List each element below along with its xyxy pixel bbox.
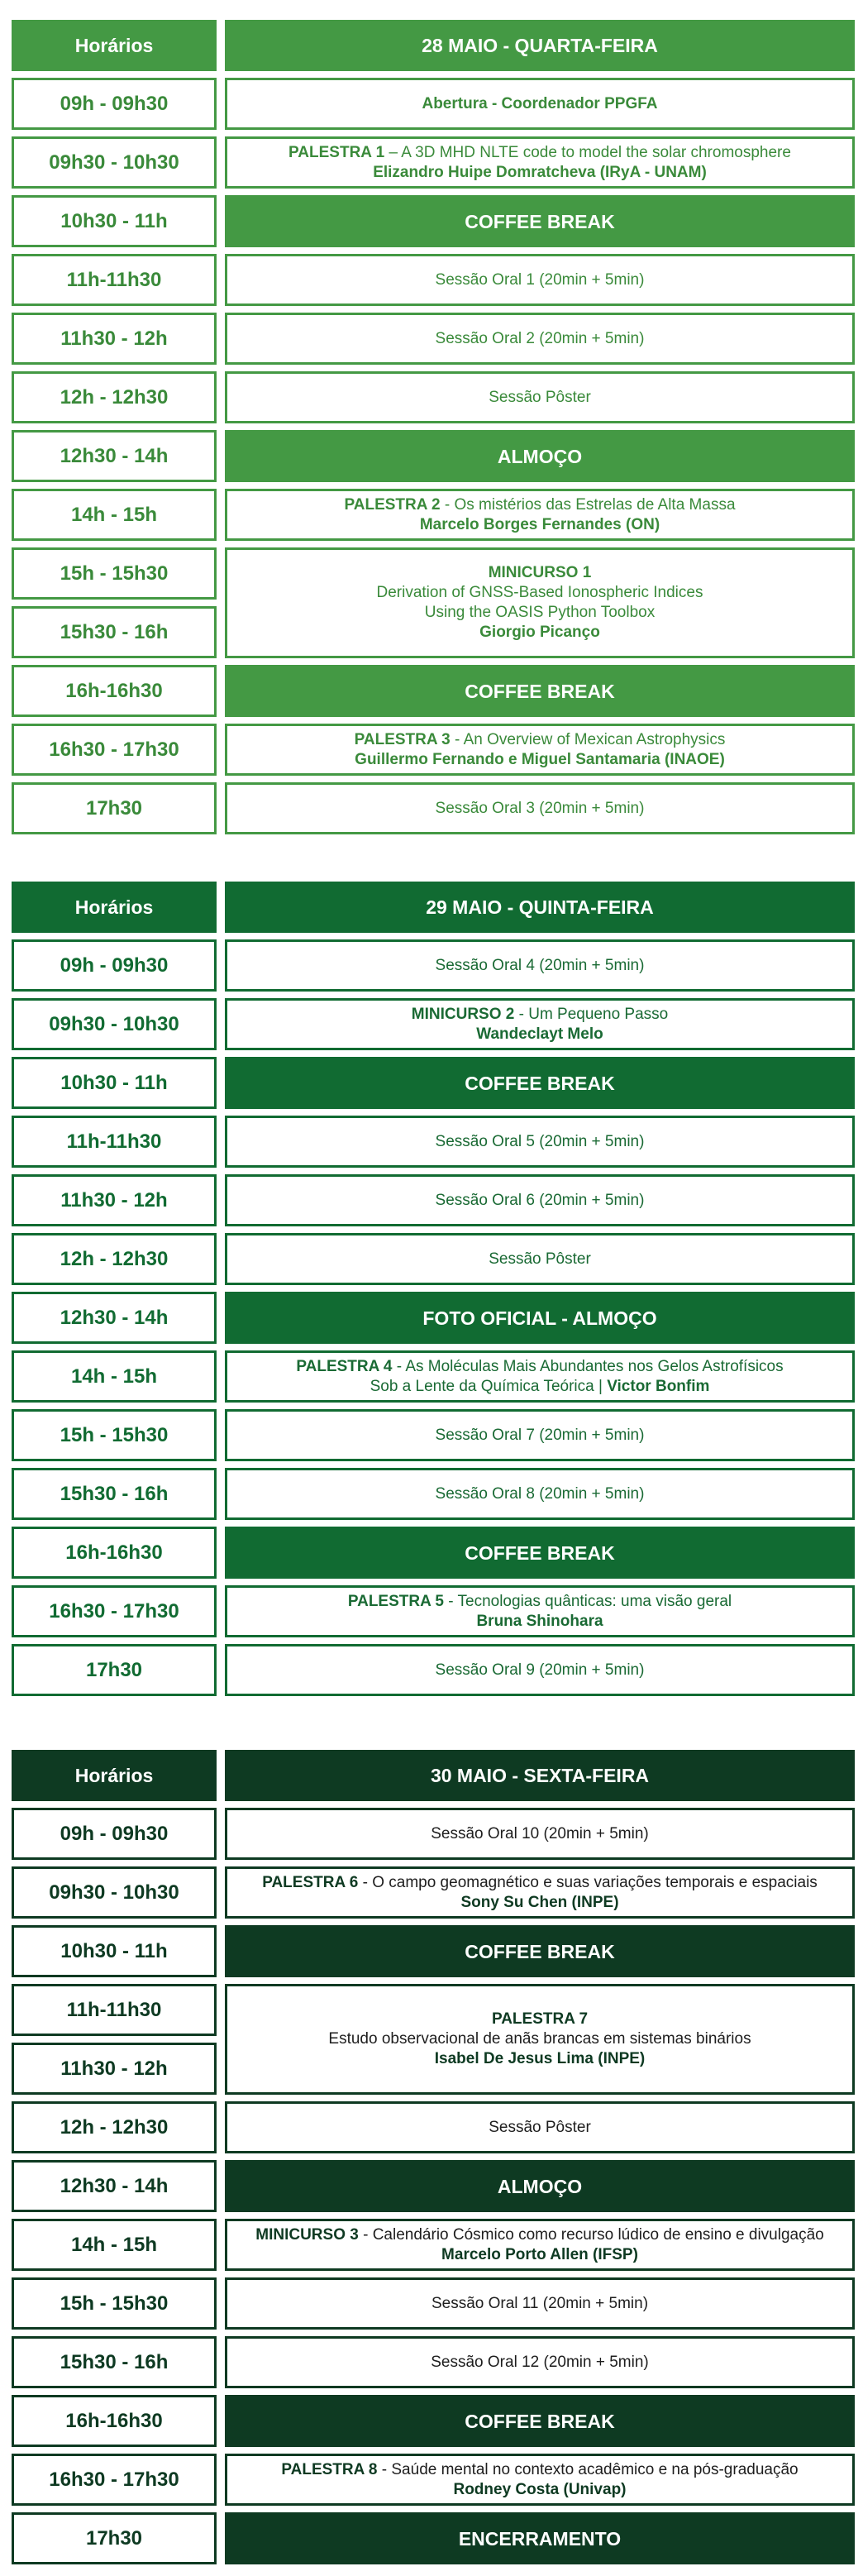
time-slot: 09h - 09h30 bbox=[12, 78, 217, 130]
event-lead: PALESTRA 8 bbox=[281, 2460, 378, 2478]
time-slot: 15h30 - 16h bbox=[12, 1468, 217, 1520]
event-text: Sessão Pôster bbox=[489, 2118, 591, 2136]
lunch-break: ALMOÇO bbox=[225, 2160, 855, 2212]
event-cell bbox=[225, 2219, 855, 2271]
header-times: Horários bbox=[12, 20, 217, 71]
event-lead: MINICURSO 3 bbox=[255, 2225, 359, 2244]
coffee-break: COFFEE BREAK bbox=[225, 665, 855, 717]
event-text: - Saúde mental no contexto acadêmico e na pós-graduação bbox=[377, 2460, 799, 2478]
event-text: Sob a Lente da Química Teórica | bbox=[370, 1377, 608, 1395]
time-slot: 09h - 09h30 bbox=[12, 1808, 217, 1860]
time-slot: 10h30 - 11h bbox=[12, 195, 217, 247]
time-slot: 16h30 - 17h30 bbox=[12, 2454, 217, 2506]
event-cell bbox=[225, 782, 855, 834]
event-lead: PALESTRA 1 bbox=[288, 143, 385, 161]
event-title: Abertura - Coordenador PPGFA bbox=[422, 94, 658, 112]
coffee-break: COFFEE BREAK bbox=[225, 1925, 855, 1977]
event-cell bbox=[225, 2101, 855, 2153]
event-cell bbox=[225, 1350, 855, 1403]
event-cell bbox=[225, 1644, 855, 1696]
event-cell bbox=[225, 1585, 855, 1637]
event-cell bbox=[225, 78, 855, 130]
event-cell bbox=[225, 1233, 855, 1285]
event-text: Sessão Pôster bbox=[489, 388, 591, 406]
event-text: Using the OASIS Python Toolbox bbox=[424, 604, 656, 621]
event-speaker: Rodney Costa (Univap) bbox=[453, 2480, 627, 2498]
event-text: - Os mistérios das Estrelas de Alta Massa bbox=[440, 495, 736, 514]
event-speaker: Victor Bonfim bbox=[607, 1377, 710, 1395]
event-text: - Calendário Cósmico como recurso lúdico de ensino e divulgação bbox=[358, 2225, 824, 2244]
event-lead: PALESTRA 5 bbox=[347, 1592, 444, 1610]
event-cell bbox=[225, 1116, 855, 1168]
event-lead: PALESTRA 4 bbox=[296, 1357, 393, 1375]
event-text: Sessão Oral 10 (20min + 5min) bbox=[431, 1824, 649, 1842]
event-cell bbox=[225, 1174, 855, 1226]
time-slot: 09h30 - 10h30 bbox=[12, 998, 217, 1050]
time-slot: 17h30 bbox=[12, 782, 217, 834]
event-lead: PALESTRA 6 bbox=[262, 1873, 359, 1891]
event-cell bbox=[225, 1984, 855, 2095]
event-text: - An Overview of Mexican Astrophysics bbox=[450, 730, 726, 748]
time-slot: 16h-16h30 bbox=[12, 665, 217, 717]
time-slot: 11h-11h30 bbox=[12, 1984, 217, 2036]
event-cell bbox=[225, 1468, 855, 1520]
event-lead: PALESTRA 7 bbox=[491, 2010, 589, 2028]
coffee-break: COFFEE BREAK bbox=[225, 2395, 855, 2447]
header-day: 29 MAIO - QUINTA-FEIRA bbox=[225, 882, 855, 933]
event-speaker: Elizandro Huipe Domratcheva (IRyA - UNAM) bbox=[373, 163, 707, 181]
time-slot: 15h - 15h30 bbox=[12, 547, 217, 600]
event-speaker: Guillermo Fernando e Miguel Santamaria (INAOE) bbox=[355, 750, 725, 768]
time-slot: 16h30 - 17h30 bbox=[12, 724, 217, 776]
event-cell bbox=[225, 1808, 855, 1860]
event-speaker: Isabel De Jesus Lima (INPE) bbox=[434, 2050, 646, 2067]
coffee-break: COFFEE BREAK bbox=[225, 195, 855, 247]
lunch-break: ALMOÇO bbox=[225, 430, 855, 482]
event-text: Sessão Oral 3 (20min + 5min) bbox=[435, 799, 645, 817]
time-slot: 10h30 - 11h bbox=[12, 1925, 217, 1977]
time-slot: 12h - 12h30 bbox=[12, 2101, 217, 2153]
event-cell bbox=[225, 724, 855, 776]
event-text: - O campo geomagnético e suas variações temporais e espaciais bbox=[358, 1873, 818, 1891]
event-cell bbox=[225, 2277, 855, 2330]
event-speaker: Sony Su Chen (INPE) bbox=[460, 1893, 619, 1911]
time-slot: 15h30 - 16h bbox=[12, 2336, 217, 2388]
event-text: Sessão Oral 6 (20min + 5min) bbox=[435, 1191, 645, 1209]
event-cell bbox=[225, 547, 855, 658]
event-text: Sessão Oral 4 (20min + 5min) bbox=[435, 956, 645, 974]
time-slot: 09h - 09h30 bbox=[12, 939, 217, 992]
time-slot: 16h-16h30 bbox=[12, 1527, 217, 1579]
time-slot: 09h30 - 10h30 bbox=[12, 1866, 217, 1919]
time-slot: 12h30 - 14h bbox=[12, 1292, 217, 1344]
time-slot: 11h-11h30 bbox=[12, 254, 217, 306]
time-slot: 12h - 12h30 bbox=[12, 371, 217, 423]
time-slot: 12h30 - 14h bbox=[12, 2160, 217, 2212]
time-slot: 15h - 15h30 bbox=[12, 2277, 217, 2330]
time-slot: 14h - 15h bbox=[12, 489, 217, 541]
event-cell bbox=[225, 489, 855, 541]
event-text: Sessão Oral 2 (20min + 5min) bbox=[435, 329, 645, 347]
event-cell bbox=[225, 2336, 855, 2388]
event-cell bbox=[225, 998, 855, 1050]
event-text: - As Moléculas Mais Abundantes nos Gelos Astrofísicos bbox=[392, 1357, 784, 1375]
time-slot: 11h-11h30 bbox=[12, 1116, 217, 1168]
time-slot: 11h30 - 12h bbox=[12, 2043, 217, 2095]
event-speaker: Marcelo Borges Fernandes (ON) bbox=[419, 515, 660, 533]
header-times: Horários bbox=[12, 882, 217, 933]
closing-session: ENCERRAMENTO bbox=[225, 2512, 855, 2564]
time-slot: 15h30 - 16h bbox=[12, 606, 217, 658]
event-text: Sessão Oral 5 (20min + 5min) bbox=[435, 1132, 645, 1150]
time-slot: 12h - 12h30 bbox=[12, 1233, 217, 1285]
schedule-day-3 bbox=[12, 1750, 855, 2567]
event-text: - Um Pequeno Passo bbox=[514, 1005, 669, 1023]
event-speaker: Wandeclayt Melo bbox=[476, 1025, 603, 1043]
time-slot: 17h30 bbox=[12, 1644, 217, 1696]
time-slot: 15h - 15h30 bbox=[12, 1409, 217, 1461]
event-cell bbox=[225, 371, 855, 423]
event-text: - Tecnologias quânticas: uma visão geral bbox=[443, 1592, 732, 1610]
event-cell bbox=[225, 313, 855, 365]
time-slot: 11h30 - 12h bbox=[12, 313, 217, 365]
header-day: 28 MAIO - QUARTA-FEIRA bbox=[225, 20, 855, 71]
schedule-day-2 bbox=[12, 882, 855, 1699]
time-slot: 17h30 bbox=[12, 2512, 217, 2564]
event-text: Sessão Oral 7 (20min + 5min) bbox=[435, 1426, 645, 1444]
event-cell bbox=[225, 939, 855, 992]
schedule-day-1 bbox=[12, 20, 855, 837]
event-text: Sessão Pôster bbox=[489, 1250, 591, 1268]
header-times: Horários bbox=[12, 1750, 217, 1801]
event-text: Sessão Oral 9 (20min + 5min) bbox=[435, 1661, 645, 1679]
event-speaker: Giorgio Picanço bbox=[479, 624, 600, 641]
event-text: Estudo observacional de anãs brancas em sistemas binários bbox=[328, 2030, 751, 2048]
time-slot: 09h30 - 10h30 bbox=[12, 136, 217, 189]
event-text: Sessão Oral 1 (20min + 5min) bbox=[435, 270, 645, 289]
event-lead: PALESTRA 3 bbox=[354, 730, 451, 748]
event-cell bbox=[225, 136, 855, 189]
event-speaker: Bruna Shinohara bbox=[476, 1612, 603, 1630]
event-cell bbox=[225, 254, 855, 306]
event-lead: MINICURSO 1 bbox=[488, 564, 592, 581]
event-text: Sessão Oral 12 (20min + 5min) bbox=[431, 2353, 649, 2371]
lunch-break: FOTO OFICIAL - ALMOÇO bbox=[225, 1292, 855, 1344]
event-speaker: Marcelo Porto Allen (IFSP) bbox=[441, 2245, 638, 2263]
event-text: Derivation of GNSS-Based Ionospheric Indices bbox=[376, 584, 703, 601]
time-slot: 14h - 15h bbox=[12, 1350, 217, 1403]
event-text: Sessão Oral 11 (20min + 5min) bbox=[431, 2294, 649, 2312]
time-slot: 16h-16h30 bbox=[12, 2395, 217, 2447]
event-lead: PALESTRA 2 bbox=[344, 495, 441, 514]
time-slot: 12h30 - 14h bbox=[12, 430, 217, 482]
coffee-break: COFFEE BREAK bbox=[225, 1057, 855, 1109]
time-slot: 14h - 15h bbox=[12, 2219, 217, 2271]
event-cell bbox=[225, 2454, 855, 2506]
time-slot: 16h30 - 17h30 bbox=[12, 1585, 217, 1637]
event-cell bbox=[225, 1409, 855, 1461]
event-cell bbox=[225, 1866, 855, 1919]
time-slot: 11h30 - 12h bbox=[12, 1174, 217, 1226]
event-text: – A 3D MHD NLTE code to model the solar chromosphere bbox=[384, 143, 791, 161]
header-day: 30 MAIO - SEXTA-FEIRA bbox=[225, 1750, 855, 1801]
coffee-break: COFFEE BREAK bbox=[225, 1527, 855, 1579]
event-text: Sessão Oral 8 (20min + 5min) bbox=[435, 1484, 645, 1503]
time-slot: 10h30 - 11h bbox=[12, 1057, 217, 1109]
event-lead: MINICURSO 2 bbox=[411, 1005, 515, 1023]
